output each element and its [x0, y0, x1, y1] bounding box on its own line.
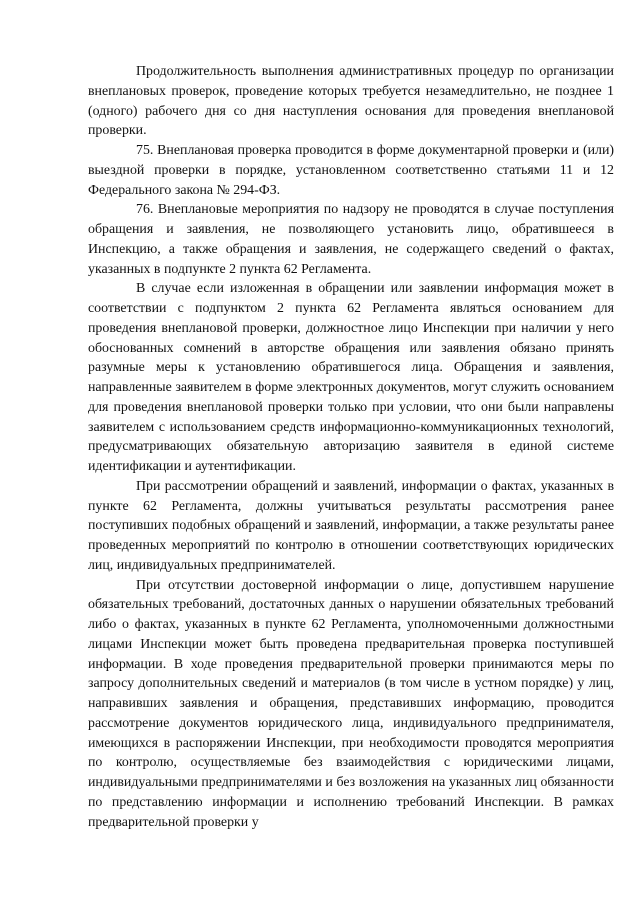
- paragraph-preliminary-check: При отсутствии достоверной информации о лице, допустившем нарушение обязательных требований, достаточных данных о нарушении обязательных требований либо о фактах, указанных в пункте 62 Регламента, уполномоченными должностными лицами Инспекции может быть проведена предварительная проверка поступившей информации. В ходе проведения предварительной проверки принимаются меры по запросу дополнительных сведений и материалов (в том числе в устном порядке) у лиц, направивших заявления и обращения, представивших информацию, проводится рассмотрение документов юридического лица, индивидуального предпринимателя, имеющихся в распоряжении Инспекции, при необходимости проводятся мероприятия по контролю, осуществляемые без взаимодействия с юридическими лицами, индивидуальными предпринимателями и без возложения на указанных лиц обязанности по представлению информации и исполнению требований Инспекции. В рамках предварительной проверки у: [88, 577, 614, 830]
- paragraph-review-consideration: При рассмотрении обращений и заявлений, информации о фактах, указанных в пункте 62 Регламента, должны учитываться результаты рассмотрения ранее поступивших подобных обращений и заявлений, информации, а также результаты ранее проведенных мероприятий по контролю в отношении соответствующих юридических лиц, индивидуальных предпринимателей.: [88, 478, 614, 573]
- paragraph-processing-time: Продолжительность выполнения административных процедур по организации внеплановых проверок, проведение которых требуется незамедлительно, не позднее 1 (одного) рабочего дня со дня наступления основания для проведения внеплановой проверки.: [88, 64, 614, 139]
- paragraph-76: 76. Внеплановые мероприятия по надзору не проводятся в случае поступления обращения и заявления, не позволяющего установить лицо, обратившееся в Инспекцию, а также обращения и заявления, не содержащего сведений о фактах, указанных в подпункте 2 пункта 62 Регламента.: [88, 202, 614, 277]
- paragraph-75: 75. Внеплановая проверка проводится в форме документарной проверки и (или) выездной проверки в порядке, установленном соответственно статьями 11 и 12 Федерального закона № 294-ФЗ.: [88, 143, 614, 198]
- paragraph-information-basis: В случае если изложенная в обращении или заявлении информация может в соответствии с подпунктом 2 пункта 62 Регламента являться основанием для проведения внеплановой проверки, должностное лицо Инспекции при наличии у него обоснованных сомнений в авторстве обращения или заявления обязано принять разумные меры к установлению обратившегося лица. Обращения и заявления, направленные заявителем в форме электронных документов, могут служить основанием для проведения внеплановой проверки только при условии, что они были направлены заявителем с использованием средств информационно-коммуникационных технологий, предусматривающих обязательную авторизацию заявителя в единой системе идентификации и аутентификации.: [88, 281, 614, 474]
